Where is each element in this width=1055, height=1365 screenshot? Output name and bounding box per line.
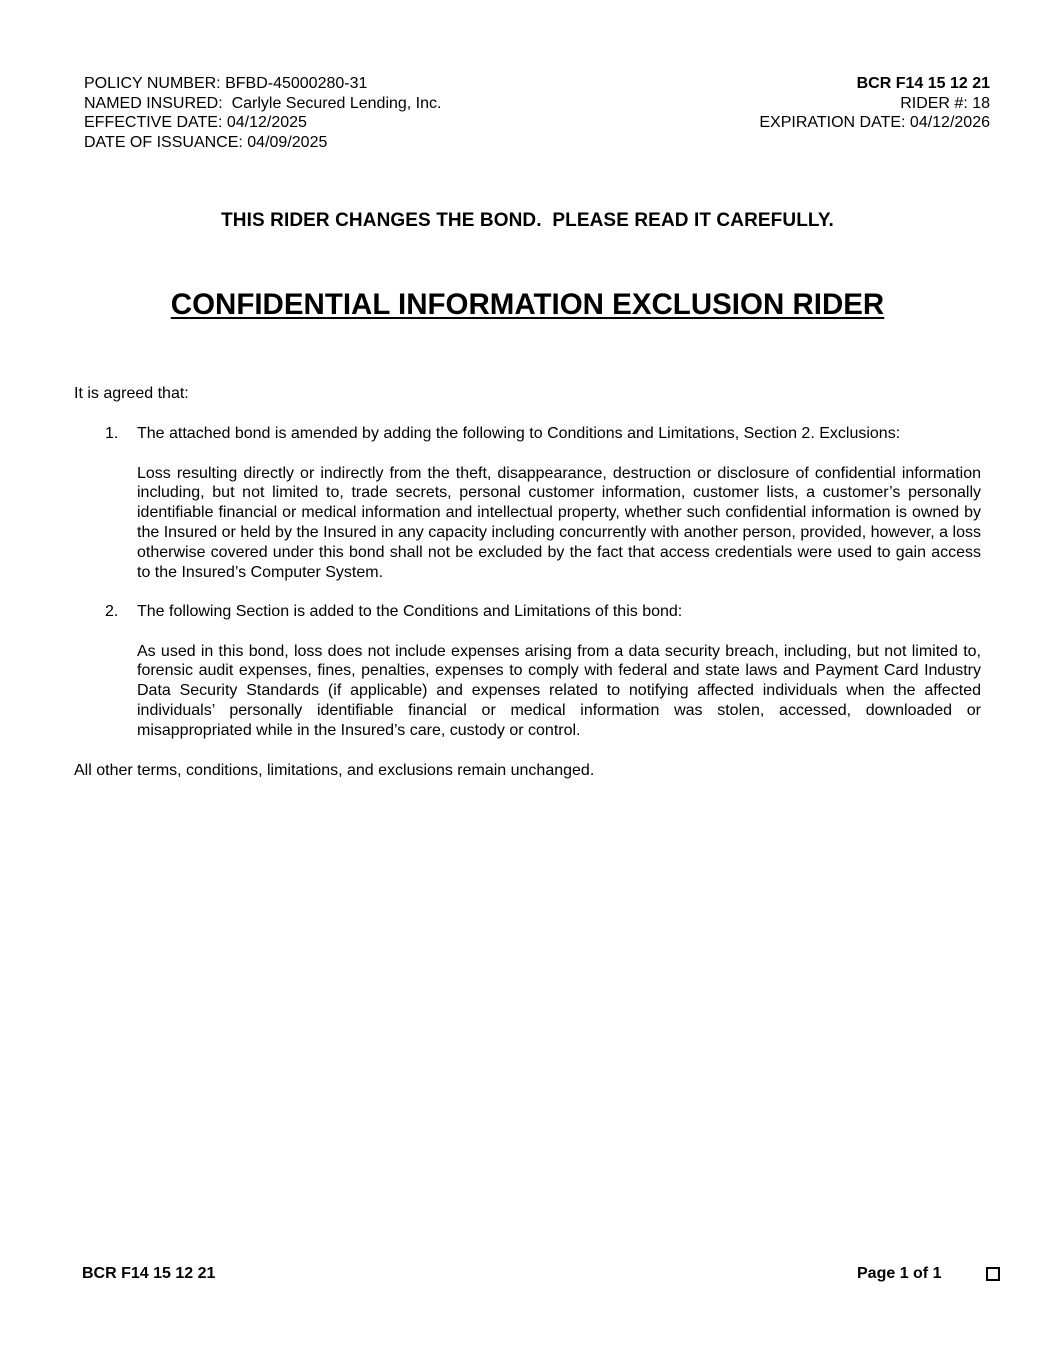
closing-text: All other terms, conditions, limitations, and exclusions remain unchanged. bbox=[74, 762, 595, 779]
document-title: CONFIDENTIAL INFORMATION EXCLUSION RIDER bbox=[170, 288, 885, 321]
date-of-issuance: DATE OF ISSUANCE: 04/09/2025 bbox=[84, 133, 328, 151]
checkbox-icon bbox=[986, 1267, 1000, 1281]
policy-header-right bbox=[759, 74, 990, 133]
rider-number: RIDER #: 18 bbox=[900, 94, 990, 112]
policy-header-left bbox=[84, 74, 441, 152]
item-number: 2. bbox=[105, 603, 119, 620]
item-heading: The following Section is added to the Conditions and Limitations of this bond: bbox=[137, 603, 683, 620]
form-number: BCR F14 15 12 21 bbox=[856, 75, 990, 92]
intro-text: It is agreed that: bbox=[74, 385, 189, 402]
expiration-date: EXPIRATION DATE: 04/12/2026 bbox=[759, 114, 990, 131]
footer-form-number: BCR F14 15 12 21 bbox=[82, 1265, 216, 1282]
item-paragraph: Loss resulting directly or indirectly from the theft, disappearance, destruction or disclosure of confidential information including, but not limited to, trade secrets, personal customer information, customer lists, a customer’s personally identifiable financial or medical information and intellectual property, whether such confidential information is owned by the Insured or held by the Insured in any capacity including concurrently with another person, provided, however, a loss otherwise covered under this bond shall not be excluded by the fact that access credentials were used to gain access to the Insured’s Computer System. bbox=[137, 464, 981, 581]
item-paragraph: As used in this bond, loss does not include expenses arising from a data security breach, including, but not limited to, forensic audit expenses, fines, penalties, expenses to comply with federal and state laws and Payment Card Industry Data Security Standards (if applicable) and expenses related to notifying affected individuals when the affected individuals’ personally identifiable financial or medical information was stolen, accessed, downloaded or misappropriated while in the Insured’s care, custody or control. bbox=[137, 642, 981, 739]
item-number: 1. bbox=[105, 425, 119, 442]
effective-date: EFFECTIVE DATE: 04/12/2025 bbox=[84, 114, 307, 131]
policy-number: POLICY NUMBER: BFBD-45000280-31 bbox=[84, 75, 368, 92]
named-insured: NAMED INSURED: Carlyle Secured Lending, Inc. bbox=[84, 94, 442, 112]
item-heading: The attached bond is amended by adding the following to Conditions and Limitations, Section 2. Exclusions: bbox=[137, 425, 901, 442]
page-indicator: Page 1 of 1 bbox=[857, 1265, 942, 1282]
rider-notice: THIS RIDER CHANGES THE BOND. PLEASE READ IT CAREFULLY. bbox=[221, 210, 834, 231]
